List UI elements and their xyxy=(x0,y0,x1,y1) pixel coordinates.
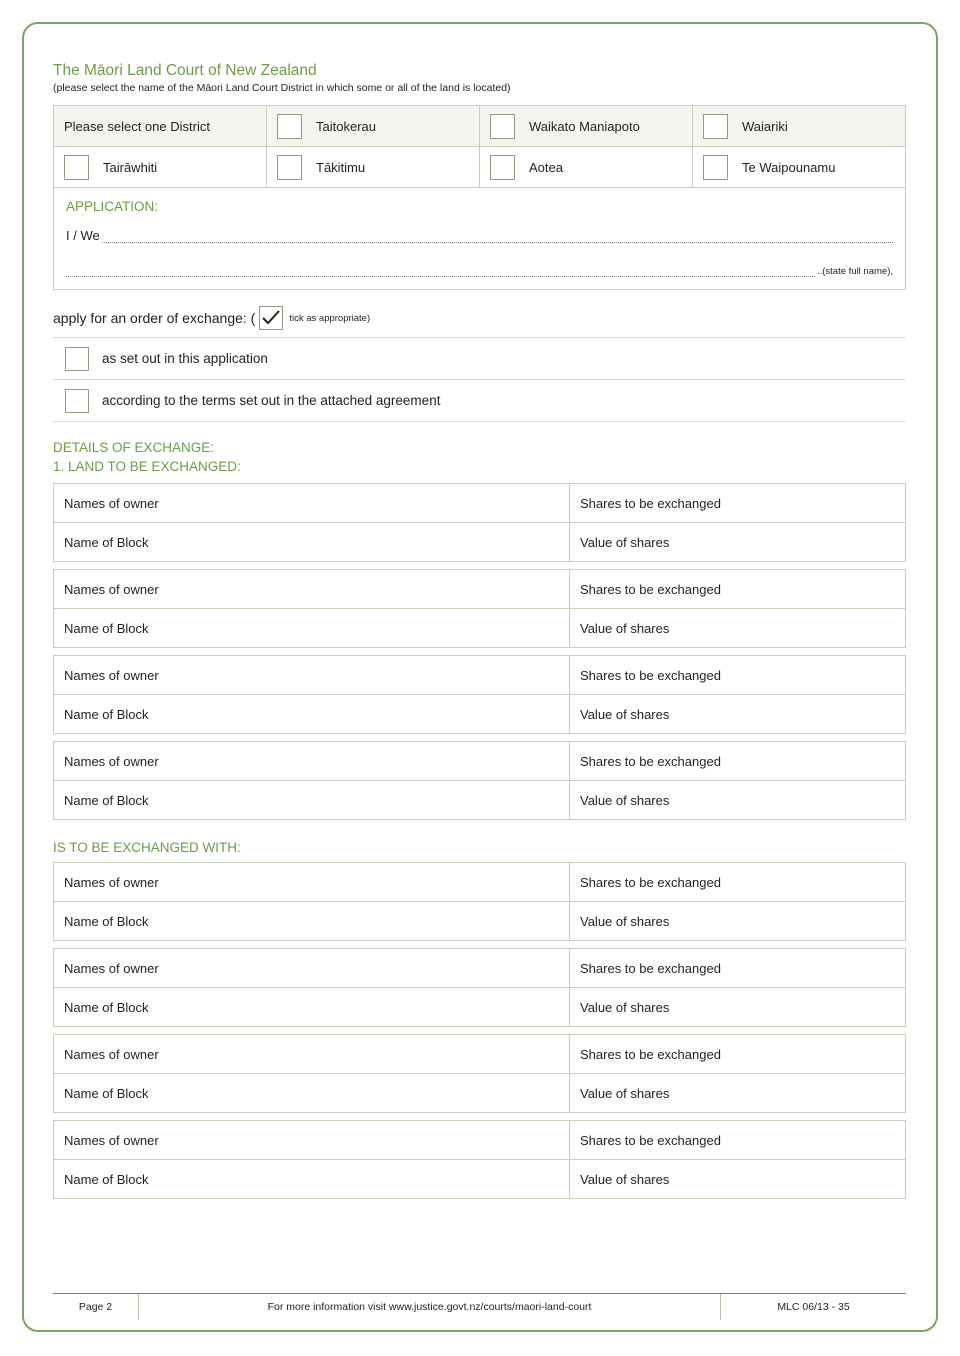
cell-names-of-owner[interactable]: Names of owner xyxy=(54,742,570,781)
cell-names-of-owner[interactable]: Names of owner xyxy=(54,949,570,988)
cell-value-of-shares[interactable]: Value of shares xyxy=(570,988,906,1027)
checkbox-waiariki[interactable] xyxy=(703,114,728,139)
exchange-block-4 xyxy=(53,741,906,820)
table-row[interactable] xyxy=(54,609,906,648)
cell-shares-to-be-exchanged[interactable]: Shares to be exchanged xyxy=(570,484,906,523)
cell-value-of-shares[interactable]: Value of shares xyxy=(570,523,906,562)
form-content xyxy=(53,62,906,1201)
details-subheading: 1. LAND TO BE EXCHANGED: xyxy=(53,459,241,474)
table-row[interactable] xyxy=(54,949,906,988)
cell-name-of-block[interactable]: Name of Block xyxy=(54,609,570,648)
applicant-name-line-2[interactable] xyxy=(66,265,893,277)
application-box xyxy=(53,188,906,290)
cell-name-of-block[interactable]: Name of Block xyxy=(54,902,570,941)
details-heading-group xyxy=(53,438,906,476)
table-row[interactable] xyxy=(54,742,906,781)
apply-order-row xyxy=(53,306,906,338)
checkbox-tairawhiti[interactable] xyxy=(64,155,89,180)
cell-name-of-block[interactable]: Name of Block xyxy=(54,781,570,820)
cell-names-of-owner[interactable]: Names of owner xyxy=(54,656,570,695)
district-cell-tairawhiti[interactable] xyxy=(54,147,267,188)
details-heading: DETAILS OF EXCHANGE: xyxy=(53,440,215,455)
apply-option-1[interactable] xyxy=(53,338,906,380)
checkbox-as-set-out-in-application[interactable] xyxy=(65,347,89,371)
table-row[interactable] xyxy=(54,1121,906,1160)
cell-name-of-block[interactable]: Name of Block xyxy=(54,523,570,562)
district-cell-waiariki[interactable] xyxy=(693,106,906,147)
table-row[interactable] xyxy=(54,863,906,902)
cell-value-of-shares[interactable]: Value of shares xyxy=(570,1074,906,1113)
district-cell-waikato-maniapoto[interactable] xyxy=(480,106,693,147)
cell-names-of-owner[interactable]: Names of owner xyxy=(54,570,570,609)
table-row[interactable] xyxy=(54,656,906,695)
cell-name-of-block[interactable]: Name of Block xyxy=(54,1074,570,1113)
district-cell-taitokerau[interactable] xyxy=(267,106,480,147)
land-to-be-exchanged-table xyxy=(53,483,906,820)
cell-shares-to-be-exchanged[interactable]: Shares to be exchanged xyxy=(570,1121,906,1160)
district-label-aotea: Aotea xyxy=(529,159,563,175)
cell-name-of-block[interactable]: Name of Block xyxy=(54,988,570,1027)
district-label-te-waipounamu: Te Waipounamu xyxy=(742,159,836,175)
district-label-takitimu: Tākitimu xyxy=(316,159,366,175)
page-footer xyxy=(53,1293,906,1320)
cell-value-of-shares[interactable]: Value of shares xyxy=(570,695,906,734)
district-cell-takitimu[interactable] xyxy=(267,147,480,188)
tick-example-box xyxy=(259,306,283,330)
district-cell-aotea[interactable] xyxy=(480,147,693,188)
is-to-be-exchanged-with-heading: IS TO BE EXCHANGED WITH: xyxy=(53,840,241,855)
table-row[interactable] xyxy=(54,484,906,523)
exchange-with-block-4 xyxy=(53,1120,906,1199)
footer-page-number: Page 2 xyxy=(53,1294,139,1320)
applicant-name-input[interactable] xyxy=(102,231,893,243)
cell-name-of-block[interactable]: Name of Block xyxy=(54,695,570,734)
applicant-name-input-2[interactable] xyxy=(66,265,815,277)
district-selection-table xyxy=(53,105,906,188)
cell-shares-to-be-exchanged[interactable]: Shares to be exchanged xyxy=(570,1035,906,1074)
applicant-name-line[interactable] xyxy=(66,228,893,243)
district-label-waikato-maniapoto: Waikato Maniapoto xyxy=(529,118,640,134)
apply-option-2[interactable] xyxy=(53,380,906,422)
cell-names-of-owner[interactable]: Names of owner xyxy=(54,1121,570,1160)
table-row[interactable] xyxy=(54,988,906,1027)
table-row[interactable] xyxy=(54,902,906,941)
cell-shares-to-be-exchanged[interactable]: Shares to be exchanged xyxy=(570,656,906,695)
cell-shares-to-be-exchanged[interactable]: Shares to be exchanged xyxy=(570,949,906,988)
district-label-waiariki: Waiariki xyxy=(742,118,788,134)
cell-shares-to-be-exchanged[interactable]: Shares to be exchanged xyxy=(570,570,906,609)
checkbox-waikato-maniapoto[interactable] xyxy=(490,114,515,139)
cell-value-of-shares[interactable]: Value of shares xyxy=(570,609,906,648)
district-cell-te-waipounamu[interactable] xyxy=(693,147,906,188)
table-row[interactable] xyxy=(54,695,906,734)
exchanged-with-table xyxy=(53,862,906,1199)
cell-shares-to-be-exchanged[interactable]: Shares to be exchanged xyxy=(570,863,906,902)
table-row[interactable] xyxy=(54,523,906,562)
table-row[interactable] xyxy=(54,1074,906,1113)
application-heading: APPLICATION: xyxy=(66,199,159,214)
checkbox-attached-agreement[interactable] xyxy=(65,389,89,413)
exchange-block-1 xyxy=(53,483,906,562)
exchange-block-2 xyxy=(53,569,906,648)
cell-value-of-shares[interactable]: Value of shares xyxy=(570,902,906,941)
district-prompt-cell xyxy=(54,106,267,147)
footer-info-text: For more information visit www.justice.govt.nz/courts/maori-land-court xyxy=(267,1301,592,1313)
checkbox-takitimu[interactable] xyxy=(277,155,302,180)
state-full-name-hint: ..(state full name), xyxy=(816,266,893,277)
cell-value-of-shares[interactable]: Value of shares xyxy=(570,1160,906,1199)
applicant-name-label: I / We xyxy=(66,228,100,243)
page-subtitle: (please select the name of the Māori Land Court District in which some or all of the land is located) xyxy=(53,82,511,94)
exchange-with-block-1 xyxy=(53,862,906,941)
checkbox-te-waipounamu[interactable] xyxy=(703,155,728,180)
exchange-block-3 xyxy=(53,655,906,734)
apply-option-2-label: according to the terms set out in the attached agreement xyxy=(102,393,441,408)
cell-value-of-shares[interactable]: Value of shares xyxy=(570,781,906,820)
table-row[interactable] xyxy=(54,570,906,609)
checkbox-aotea[interactable] xyxy=(490,155,515,180)
apply-order-label: apply for an order of exchange: ( xyxy=(53,310,256,326)
table-row[interactable] xyxy=(54,1160,906,1199)
footer-form-code: MLC 06/13 - 35 xyxy=(720,1294,906,1320)
district-label-taitokerau: Taitokerau xyxy=(316,118,376,134)
check-icon xyxy=(262,310,280,326)
cell-names-of-owner[interactable]: Names of owner xyxy=(54,863,570,902)
apply-option-1-label: as set out in this application xyxy=(102,351,268,366)
exchange-with-block-2 xyxy=(53,948,906,1027)
table-row[interactable] xyxy=(54,781,906,820)
district-label-tairawhiti: Tairāwhiti xyxy=(103,159,158,175)
cell-shares-to-be-exchanged[interactable]: Shares to be exchanged xyxy=(570,742,906,781)
cell-names-of-owner[interactable]: Names of owner xyxy=(54,484,570,523)
table-row[interactable] xyxy=(54,1035,906,1074)
district-prompt-label: Please select one District xyxy=(64,118,210,134)
cell-name-of-block[interactable]: Name of Block xyxy=(54,1160,570,1199)
checkbox-taitokerau[interactable] xyxy=(277,114,302,139)
exchange-with-block-3 xyxy=(53,1034,906,1113)
cell-names-of-owner[interactable]: Names of owner xyxy=(54,1035,570,1074)
tick-as-appropriate-note: tick as appropriate) xyxy=(289,312,371,324)
page-title: The Māori Land Court of New Zealand xyxy=(53,62,317,79)
